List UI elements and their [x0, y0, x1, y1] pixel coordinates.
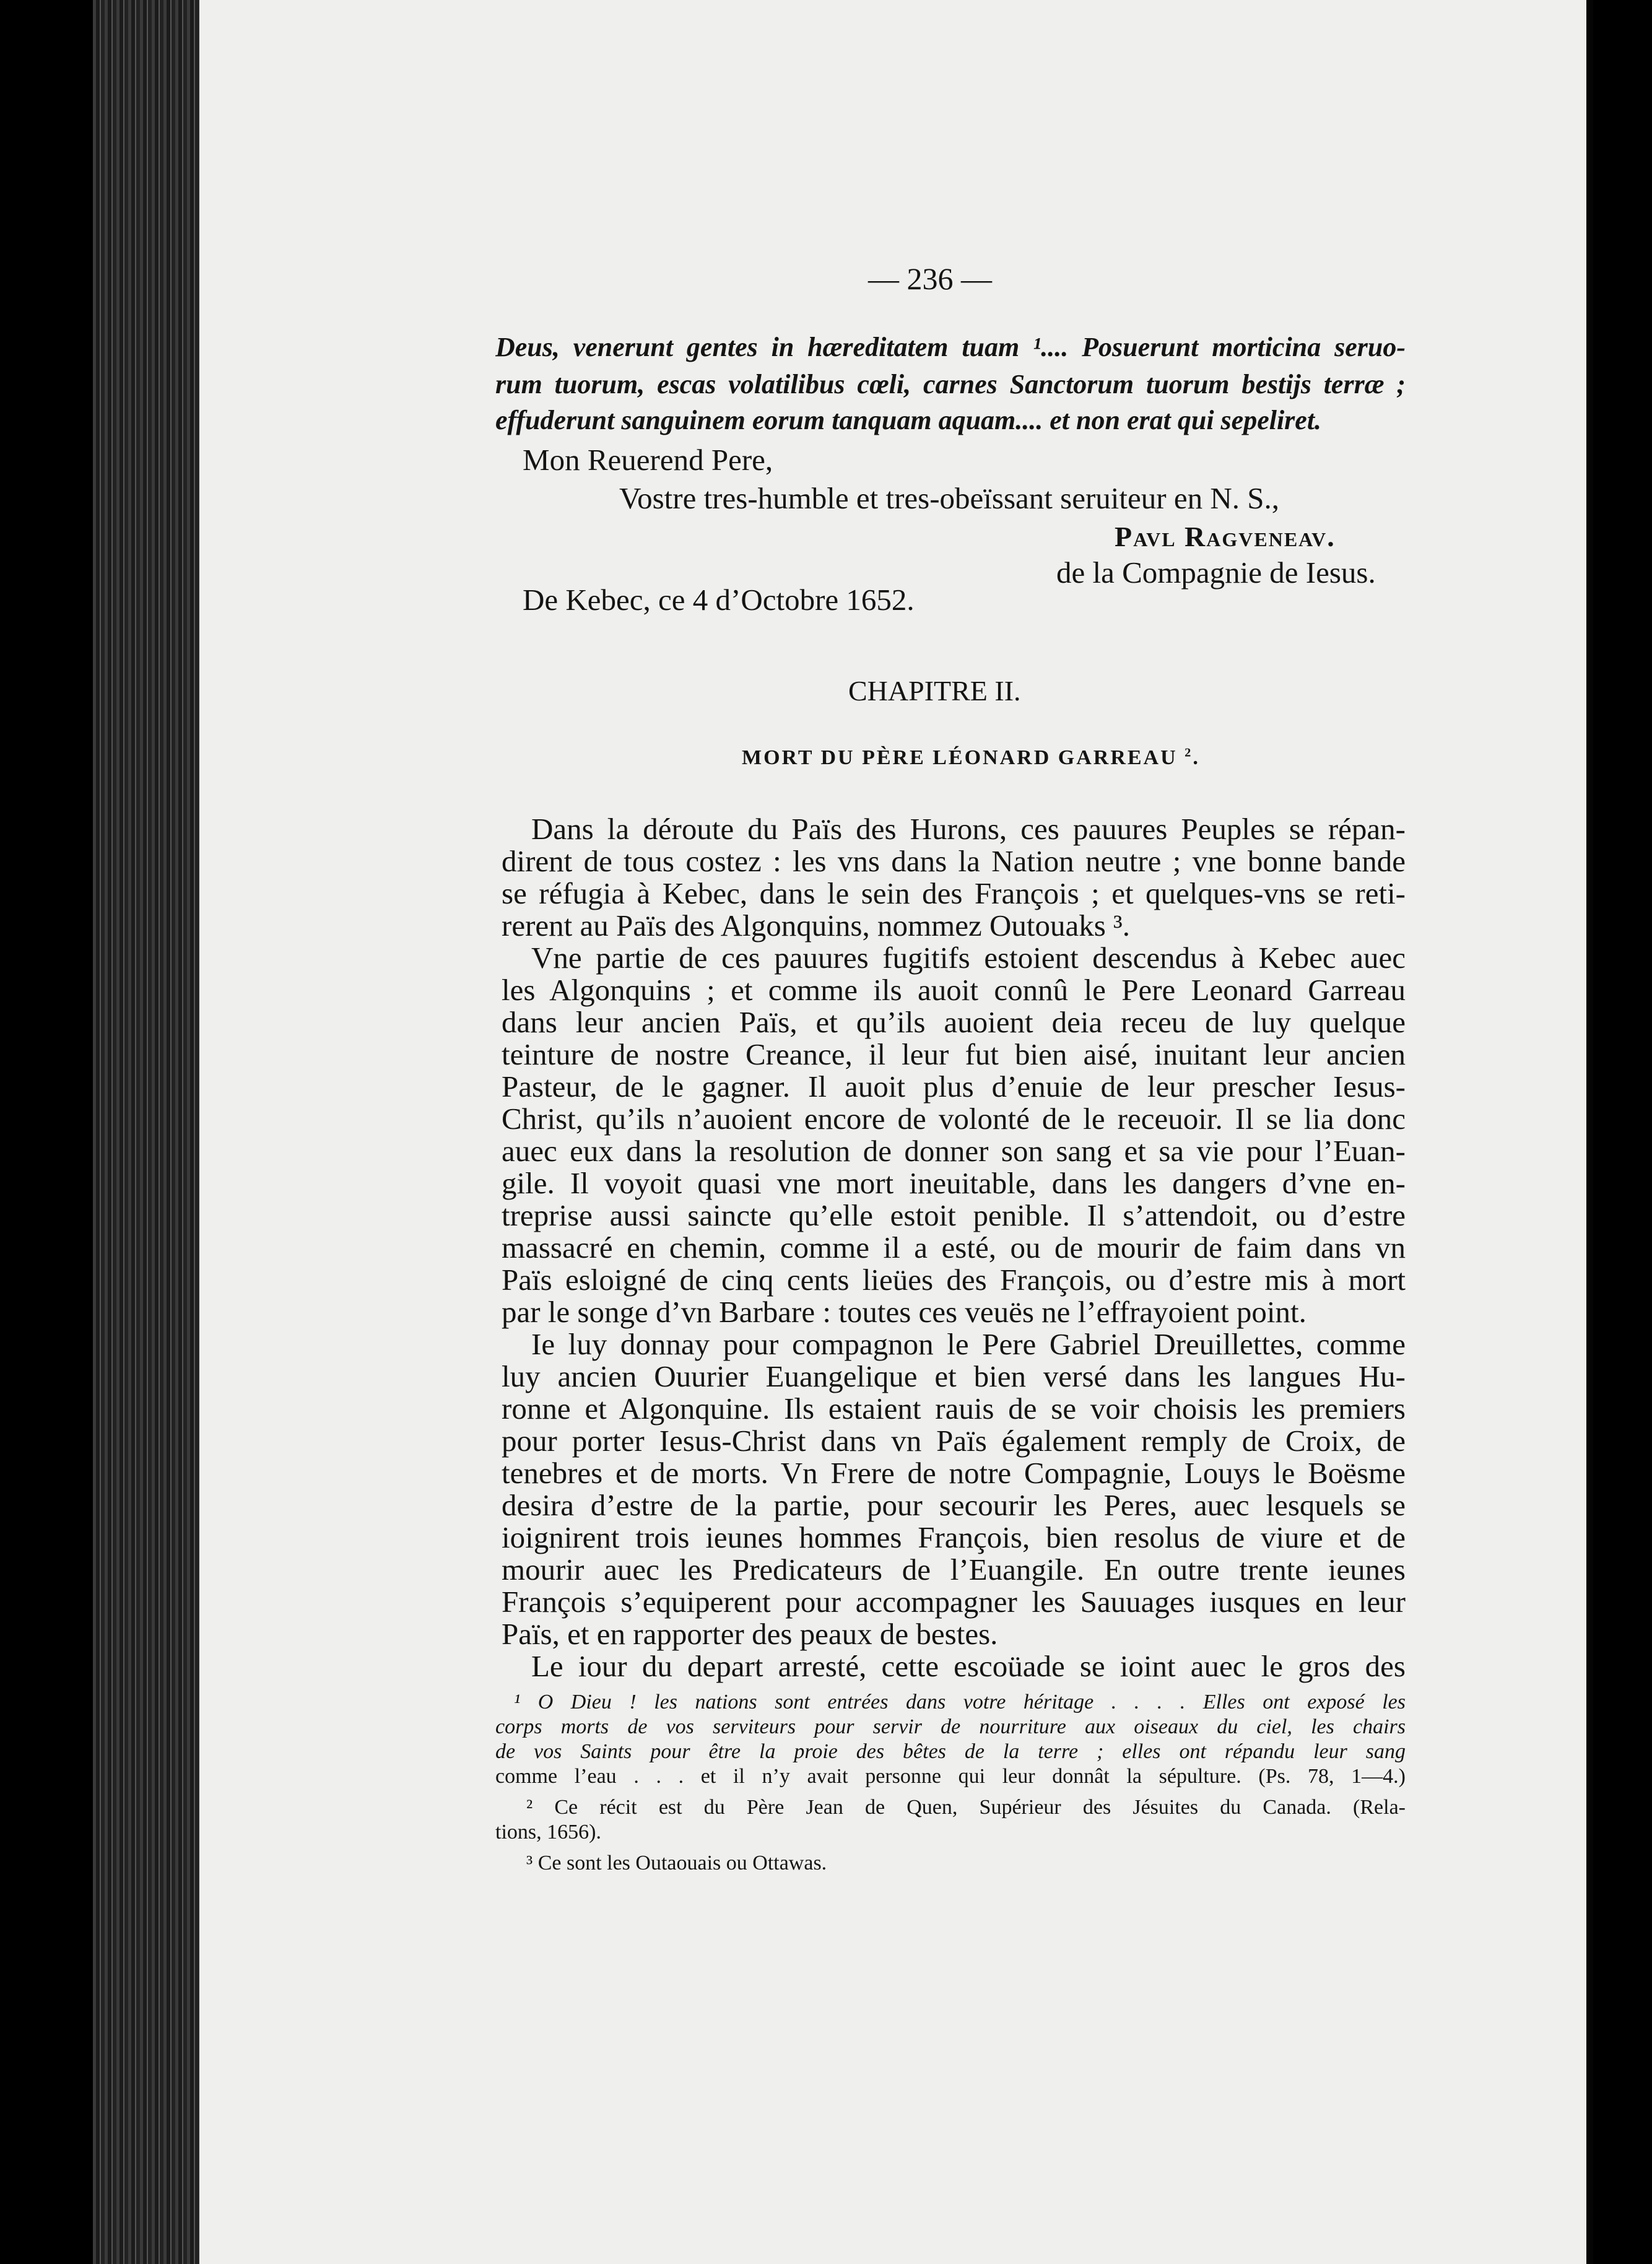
body-line-8: teinture de nostre Creance, il leur fut bien aisé, inuitant leur ancien: [502, 1037, 1406, 1071]
chapter-subtitle-text: MORT DU PÈRE LÉONARD GARREAU: [742, 746, 1178, 769]
chapter-subtitle-note-ref: 2: [1185, 746, 1193, 760]
body-line-16: par le songe d’vn Barbare : toutes ces veuës ne l’effrayoient point.: [502, 1295, 1306, 1329]
footnote-1-line-1: ¹ O Dieu ! les nations sont entrées dans votre héritage . . . . Elles ont exposé les: [514, 1691, 1406, 1713]
salutation: Mon Reuerend Pere,: [523, 443, 773, 477]
signature-name: Pavl Ragveneav.: [1115, 521, 1336, 552]
footnote-3: ³ Ce sont les Outaouais ou Ottawas.: [526, 1852, 827, 1874]
body-line-22: desira d’estre de la partie, pour secourir les Peres, auec lesquels se: [502, 1488, 1406, 1522]
body-line-18: luy ancien Ouurier Euangelique et bien versé dans les langues Hu-: [502, 1359, 1406, 1393]
latin-quote-line-1: Deus, venerunt gentes in hæreditatem tuam ¹.... Posuerunt morticina seruo-: [495, 332, 1406, 362]
chapter-subtitle: MORT DU PÈRE LÉONARD GARREAU $^2$.: [742, 746, 1200, 769]
closing-line: Vostre tres-humble et tres-obeïssant seruiteur en N. S.,: [619, 481, 1279, 515]
body-line-9: Pasteur, de le gagner. Il auoit plus d’enuie de leur prescher Iesus-: [502, 1069, 1406, 1104]
body-line-13: treprise aussi saincte qu’elle estoit penible. Il s’attendoit, ou d’estre: [502, 1198, 1406, 1232]
footnote-2-line-1: ² Ce récit est du Père Jean de Quen, Supérieur des Jésuites du Canada. (Rela-: [526, 1796, 1406, 1819]
latin-quote-line-2: rum tuorum, escas volatilibus cœli, carnes Sanctorum tuorum bestijs terræ ;: [495, 369, 1406, 399]
right-dark-margin: [1593, 0, 1652, 2264]
body-line-10: Christ, qu’ils n’auoient encore de volonté de le receuoir. Il se lia donc: [502, 1102, 1406, 1136]
footnote-2-line-2: tions, 1656).: [495, 1821, 601, 1844]
body-line-24: mourir auec les Predicateurs de l’Euangile. En outre trente ieunes: [502, 1552, 1406, 1587]
body-line-21: tenebres et de morts. Vn Frere de notre Compagnie, Louys le Boësme: [502, 1456, 1406, 1490]
body-line-11: auec eux dans la resolution de donner son sang et sa vie pour l’Euan-: [502, 1134, 1406, 1168]
page-number: — 236 —: [868, 261, 992, 296]
body-line-25: François s’equiperent pour accompagner les Sauuages iusques en leur: [502, 1585, 1406, 1619]
body-line-12: gile. Il voyoit quasi vne mort ineuitable, dans les dangers d’vne en-: [502, 1166, 1406, 1200]
chapter-title: CHAPITRE II.: [848, 675, 1021, 707]
right-page-edge-line: [1588, 0, 1593, 2264]
body-line-17: Ie luy donnay pour compagnon le Pere Gabriel Dreuillettes, comme: [531, 1327, 1406, 1361]
body-line-5: Vne partie de ces pauures fugitifs estoient descendus à Kebec auec: [531, 941, 1406, 975]
footnote-1-line-3: de vos Saints pour être la proie des bêtes de la terre ; elles ont répandu leur sang: [495, 1740, 1406, 1763]
body-line-27: Le iour du depart arresté, cette escoüade se ioint auec le gros des: [531, 1649, 1406, 1683]
body-line-1: Dans la déroute du Païs des Hurons, ces pauures Peuples se répan-: [531, 812, 1406, 846]
body-line-7: dans leur ancien Païs, et qu’ils auoient deia receu de luy quelque: [502, 1005, 1406, 1039]
signature-society: de la Compagnie de Iesus.: [1056, 555, 1376, 590]
body-line-15: Païs esloigné de cinq cents lieües des François, ou d’estre mis à mort: [502, 1263, 1406, 1297]
body-line-4: rerent au Païs des Algonquins, nommez Outouaks ³.: [502, 908, 1130, 943]
book-page-edges: [93, 0, 211, 2264]
body-line-2: dirent de tous costez : les vns dans la Nation neutre ; vne bonne bande: [502, 844, 1406, 878]
date-line: De Kebec, ce 4 d’Octobre 1652.: [523, 583, 915, 617]
body-line-3: se réfugia à Kebec, dans le sein des François ; et quelques-vns se reti-: [502, 876, 1406, 910]
body-line-26: Païs, et en rapporter des peaux de bestes.: [502, 1617, 998, 1651]
body-line-20: pour porter Iesus-Christ dans vn Païs également remply de Croix, de: [502, 1424, 1406, 1458]
body-line-6: les Algonquins ; et comme ils auoit connû le Pere Leonard Garreau: [502, 973, 1406, 1007]
body-line-23: ioignirent trois ieunes hommes François, bien resolus de viure et de: [502, 1520, 1406, 1554]
body-line-14: massacré en chemin, comme il a esté, ou de mourir de faim dans vn: [502, 1230, 1406, 1265]
latin-quote-line-3: effuderunt sanguinem eorum tanquam aquam.... et non erat qui sepeliret.: [495, 405, 1322, 435]
footnote-1-line-2: corps morts de vos serviteurs pour servir de nourriture aux oiseaux du ciel, les chairs: [495, 1715, 1406, 1738]
footnote-1-line-4: comme l’eau . . . et il n’y avait personne qui leur donnât la sépulture. (Ps. 78, 1—4.): [495, 1765, 1406, 1788]
body-line-19: ronne et Algonquine. Ils estaient rauis de se voir choisis les premiers: [502, 1391, 1406, 1426]
